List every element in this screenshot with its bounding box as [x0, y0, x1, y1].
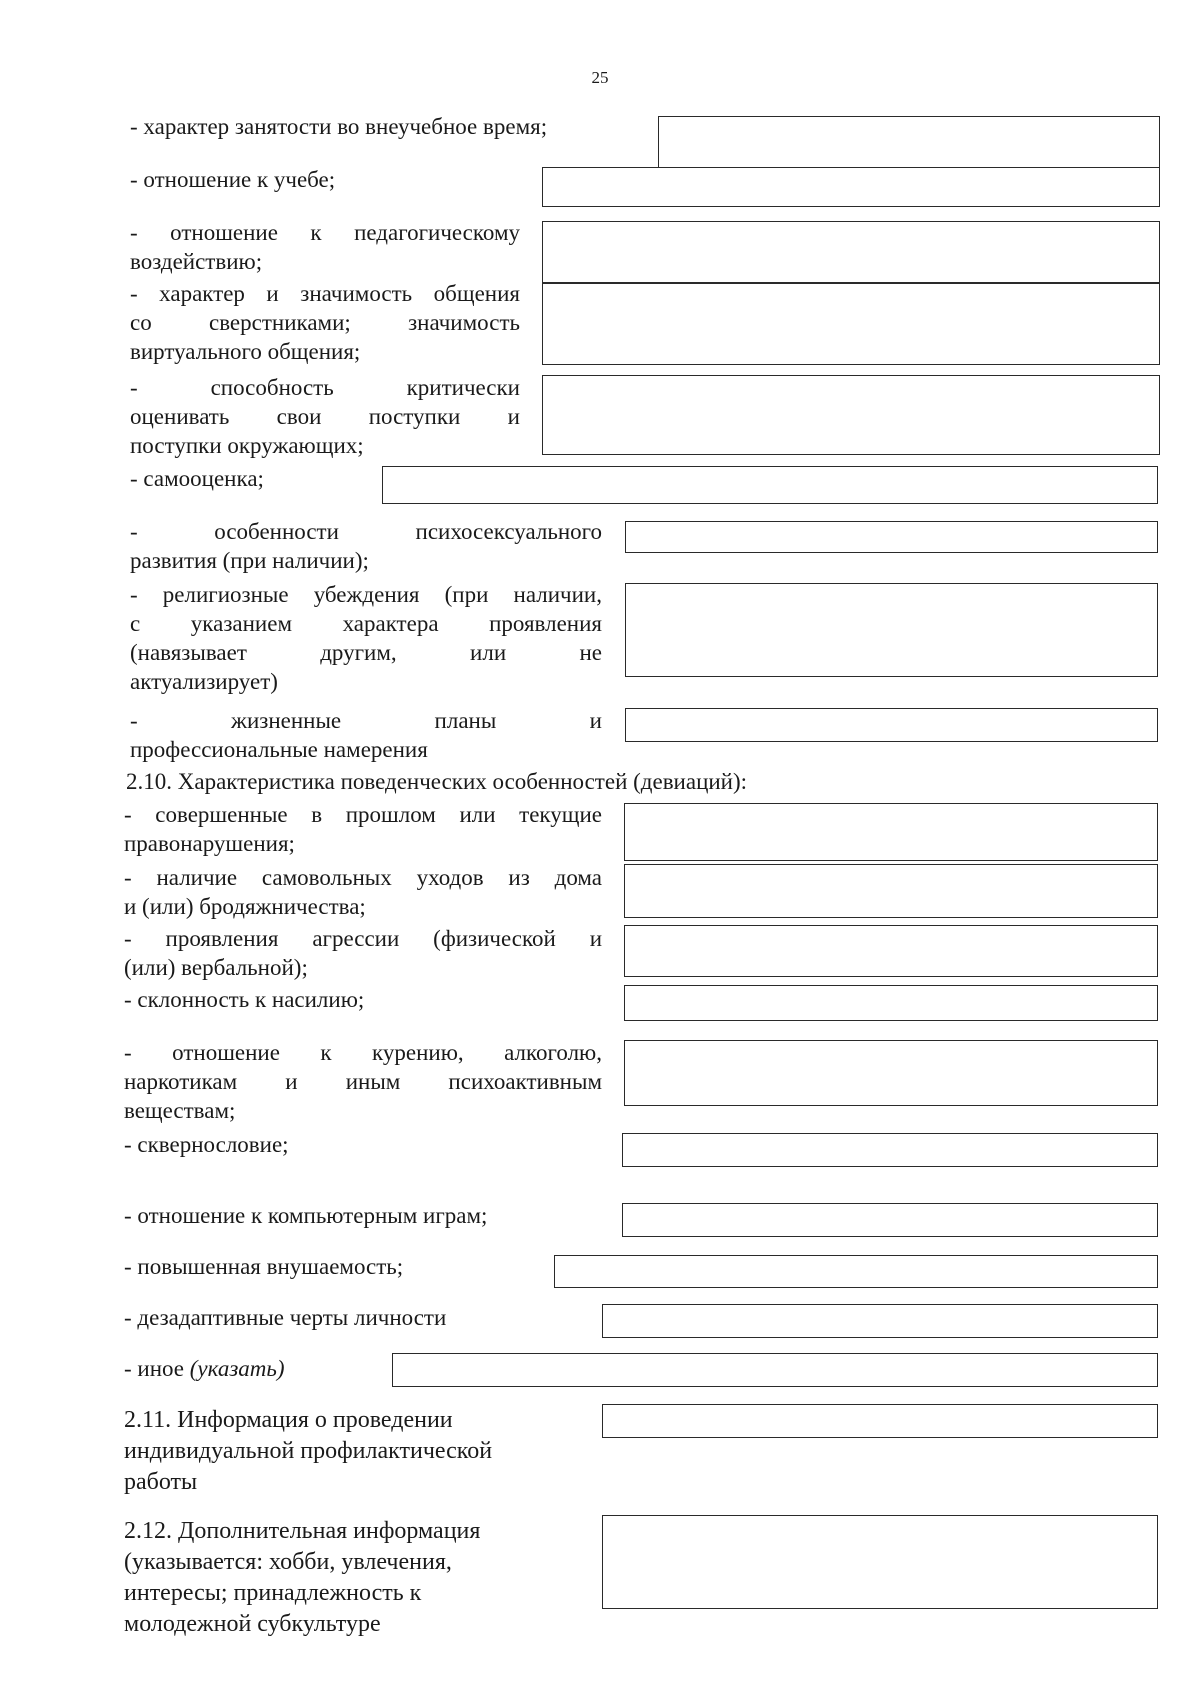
field-suggestibility[interactable] [554, 1255, 1158, 1288]
field-religious[interactable] [625, 583, 1158, 677]
label-section-2-11: 2.11. Информация о проведении индивидуальной профилактической работы [124, 1407, 493, 1495]
field-critical-assessment[interactable] [542, 375, 1160, 455]
label-critical-assessment: - способность критически оценивать свои поступки и поступки окружающих; [130, 375, 520, 458]
label-maladaptive-traits: - дезадаптивные черты личности [124, 1305, 447, 1330]
label-attitude-study: - отношение к учебе; [130, 167, 336, 192]
label-pedagogical-influence: - отношение к педагогическому воздействию; [130, 220, 520, 274]
label-offenses: - совершенные в прошлом или текущие правонарушения; [124, 802, 602, 856]
field-section-2-12[interactable] [602, 1515, 1158, 1609]
field-psychosexual[interactable] [625, 521, 1158, 553]
field-peer-communication[interactable] [542, 283, 1160, 365]
label-life-plans: - жизненные планы и профессиональные намерения [130, 708, 602, 762]
label-computer-games: - отношение к компьютерным играм; [124, 1203, 488, 1228]
field-offenses[interactable] [624, 803, 1158, 861]
field-violence[interactable] [624, 985, 1158, 1021]
label-profanity: - сквернословие; [124, 1132, 289, 1157]
label-running-away: - наличие самовольных уходов из дома и (или) бродяжничества; [124, 865, 602, 919]
field-extracurricular[interactable] [658, 116, 1160, 168]
field-substances[interactable] [624, 1040, 1158, 1106]
field-section-2-11[interactable] [602, 1404, 1158, 1438]
field-self-esteem[interactable] [382, 466, 1158, 504]
section-2-10-heading: 2.10. Характеристика поведенческих особенностей (девиаций): [126, 769, 748, 794]
page-number: 25 [591, 68, 609, 87]
label-religious: - религиозные убеждения (при наличии, с указанием характера проявления (навязывает другим, или не актуализирует) [130, 582, 602, 694]
field-pedagogical-influence[interactable] [542, 221, 1160, 283]
field-other[interactable] [392, 1353, 1158, 1387]
field-running-away[interactable] [624, 864, 1158, 918]
field-attitude-study[interactable] [542, 167, 1160, 207]
label-section-2-12: 2.12. Дополнительная информация (указывается: хобби, увлечения, интересы; принадлежность к молодежной субкультуре [124, 1518, 481, 1637]
field-aggression[interactable] [624, 925, 1158, 977]
label-peer-communication: - характер и значимость общения со сверстниками; значимость виртуального общения; [130, 281, 520, 364]
label-other: - иное (указать) [124, 1356, 285, 1381]
field-profanity[interactable] [622, 1133, 1158, 1167]
label-violence: - склонность к насилию; [124, 987, 365, 1012]
label-self-esteem: - самооценка; [130, 466, 264, 491]
field-maladaptive-traits[interactable] [602, 1304, 1158, 1338]
field-life-plans[interactable] [625, 708, 1158, 742]
label-substances: - отношение к курению, алкоголю, наркотикам и иным психоактивным веществам; [124, 1040, 602, 1123]
label-aggression: - проявления агрессии (физической и (или) вербальной); [124, 926, 602, 980]
label-other-hint: (указать) [189, 1356, 285, 1381]
label-psychosexual: - особенности психосексуального развития (при наличии); [130, 519, 602, 573]
label-suggestibility: - повышенная внушаемость; [124, 1254, 404, 1279]
field-computer-games[interactable] [622, 1203, 1158, 1237]
label-extracurricular: - характер занятости во внеучебное время; [130, 114, 548, 139]
